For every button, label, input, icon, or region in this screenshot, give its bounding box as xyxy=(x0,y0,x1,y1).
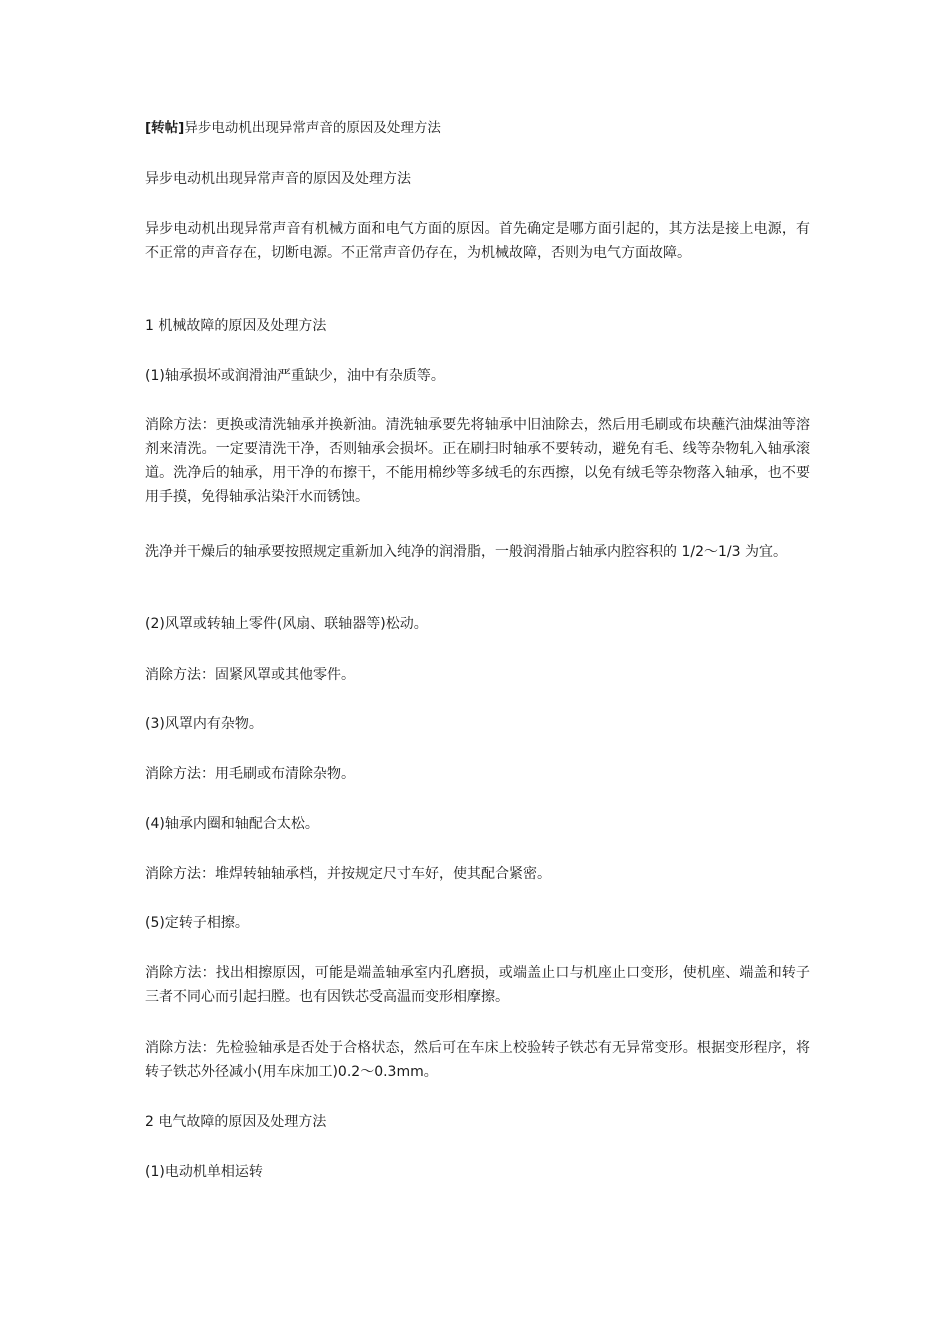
fault-item-1: (1)轴承损坏或润滑油严重缺少，油中有杂质等。 xyxy=(145,368,445,384)
remedy-paragraph-3: 消除方法：用毛刷或布清除杂物。 xyxy=(145,766,355,782)
remedy-paragraph-1: 消除方法：更换或清洗轴承并换新油。清洗轴承要先将轴承中旧油除去，然后用毛刷或布块蘸汽油煤油等溶剂来清洗。一定要清洗干净，否则轴承会损坏。正在刷扫时轴承不要转动，避免有毛、线等杂物轧入轴承滚道。洗净后的轴承，用干净的布擦干，不能用棉纱等多绒毛的东西擦，以免有绒毛等杂物落入轴承，也不要用手摸，免得轴承沾染汗水而锈蚀。 xyxy=(145,417,810,505)
remedy-paragraph-5: 消除方法：找出相擦原因，可能是端盖轴承室内孔磨损，或端盖止口与机座止口变形，使机座、端盖和转子三者不同心而引起扫膛。也有因铁芯受高温而变形相摩擦。 xyxy=(145,965,810,1005)
intro-paragraph: 异步电动机出现异常声音有机械方面和电气方面的原因。首先确定是哪方面引起的，其方法是接上电源，有不正常的声音存在，切断电源。不正常声音仍存在，为机械故障，否则为电气方面故障。 xyxy=(145,221,810,261)
section-heading-mechanical: 1 机械故障的原因及处理方法 xyxy=(145,318,327,334)
fault-item-2: (2)风罩或转轴上零件(风扇、联轴器等)松动。 xyxy=(145,616,428,632)
section-heading-electrical: 2 电气故障的原因及处理方法 xyxy=(145,1114,327,1130)
post-title-tag: [转帖] xyxy=(145,120,185,136)
remedy-paragraph-5b: 消除方法：先检验轴承是否处于合格状态，然后可在车床上校验转子铁芯有无异常变形。根据变形程序，将转子铁芯外径减小(用车床加工)0.2～0.3mm。 xyxy=(145,1040,810,1080)
fault-item-3: (3)风罩内有杂物。 xyxy=(145,716,263,732)
fault-item-4: (4)轴承内圈和轴配合太松。 xyxy=(145,816,319,832)
article-heading: 异步电动机出现异常声音的原因及处理方法 xyxy=(145,171,411,187)
electrical-fault-item-1: (1)电动机单相运转 xyxy=(145,1164,263,1180)
post-title-text: 异步电动机出现异常声音的原因及处理方法 xyxy=(184,120,441,136)
remedy-paragraph-1b: 洗净并干燥后的轴承要按照规定重新加入纯净的润滑脂，一般润滑脂占轴承内腔容积的 1/2～1/3 为宜。 xyxy=(145,544,787,560)
fault-item-5: (5)定转子相擦。 xyxy=(145,915,249,931)
post-title xyxy=(145,118,441,138)
remedy-paragraph-4: 消除方法：堆焊转轴轴承档，并按规定尺寸车好，使其配合紧密。 xyxy=(145,866,551,882)
remedy-paragraph-2: 消除方法：固紧风罩或其他零件。 xyxy=(145,667,355,683)
